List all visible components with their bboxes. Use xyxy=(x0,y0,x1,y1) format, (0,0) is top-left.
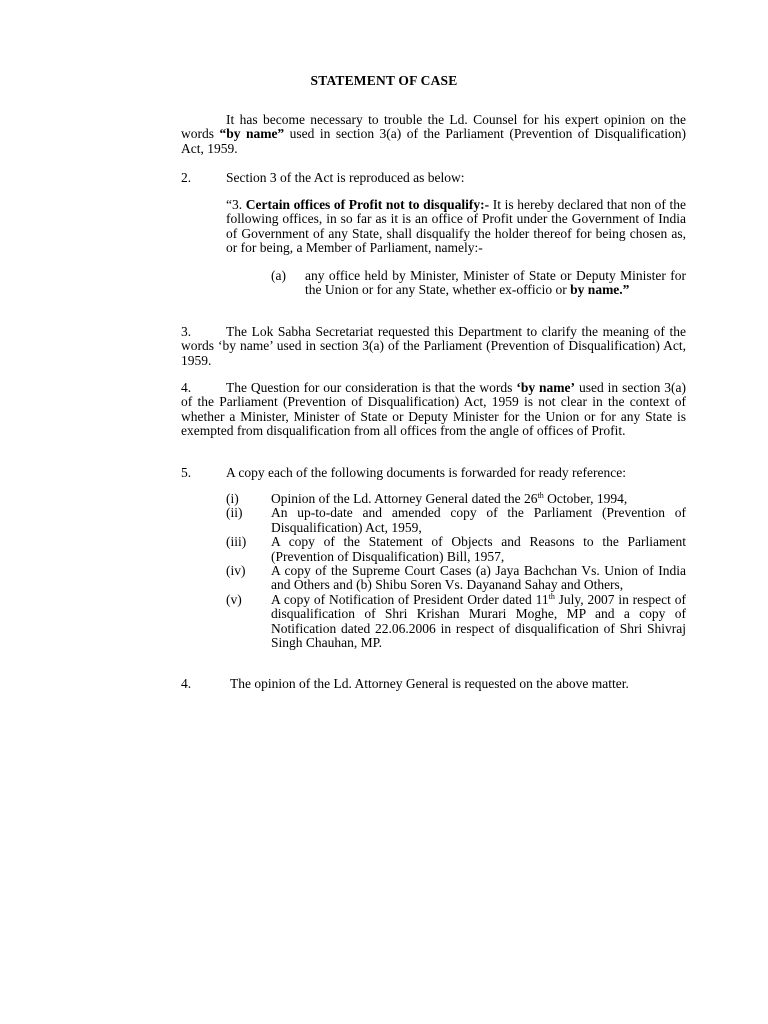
list-item xyxy=(226,593,686,651)
paragraph-4-bold-phrase: ‘by name’ xyxy=(516,380,576,395)
list-item-text-after: July, 2007 in respect of disqualification of Shri Krishan Murari Moghe, MP and a copy of Notification dated 22.06.2006 in respect of disqualification of Shri Shivraj Singh Chauhan, MP. xyxy=(271,591,686,651)
list-item-text-before: A copy of the Supreme Court Cases (a) Jaya Bachchan Vs. Union of India and Others and (b) Shibu Soren Vs. Dayanand Sahay and Others, xyxy=(271,563,686,593)
closing-paragraph-number: 4. xyxy=(181,676,192,691)
list-item xyxy=(226,564,686,593)
paragraph-4 xyxy=(181,381,686,439)
list-item-text-after: October, 1994, xyxy=(543,491,628,506)
clause-a-text: any office held by Minister, Minister of State or Deputy Minister for the Union or for any State, whether ex-officio or xyxy=(305,268,686,298)
list-item-text-before: A copy of the Statement of Objects and Reasons to the Parliament (Prevention of Disqualification) Bill, 1957, xyxy=(271,534,686,564)
paragraph-2-text: Section 3 of the Act is reproduced as below: xyxy=(226,170,465,185)
list-item-label: (ii) xyxy=(226,505,243,521)
document-title: STATEMENT OF CASE xyxy=(310,73,458,88)
clause-a-label: (a) xyxy=(271,268,286,283)
paragraph-2-number: 2. xyxy=(181,170,192,185)
list-item-label: (iii) xyxy=(226,534,247,550)
quote-heading: Certain offices of Profit not to disqualify:- xyxy=(245,197,490,212)
list-item-label: (v) xyxy=(226,591,242,607)
paragraph-3-text: The Lok Sabha Secretariat requested this Department to clarify the meaning of the words ‘by name’ used in section 3(a) of the Parliament (Prevention of Disqualification) Act, 1959. xyxy=(181,324,686,368)
paragraph-4-text-1: The Question for our consideration is that the words xyxy=(226,380,517,395)
paragraph-4-text-2: used in section 3(a) of the Parliament (Prevention of Disqualification) Act, 1959 is not clear in the context of whether a Minister, Minister of State or Deputy Minister for the Union or for any State is exempted from disqualification from all offices from the angle of offices of Profit. xyxy=(181,380,687,439)
list-item-text-before: Opinion of the Ld. Attorney General dated the 26 xyxy=(271,491,538,506)
list-item xyxy=(226,506,686,535)
clause-a-body xyxy=(305,269,686,298)
list-item-text xyxy=(271,564,686,593)
list-item-text-before: An up-to-date and amended copy of the Parliament (Prevention of Disqualification) Act, 1959, xyxy=(271,505,686,535)
paragraph-3 xyxy=(181,325,686,368)
section-quote xyxy=(226,198,686,256)
intro-text-1: It has become necessary to trouble the Ld. Counsel for his expert opinion on the words xyxy=(181,112,686,142)
list-item xyxy=(226,535,686,564)
list-item-text xyxy=(271,535,686,564)
intro-paragraph xyxy=(181,113,686,156)
list-item-sup: th xyxy=(537,491,544,500)
closing-paragraph xyxy=(181,677,686,691)
closing-paragraph-text: The opinion of the Ld. Attorney General is requested on the above matter. xyxy=(230,676,629,691)
quote-clause-a xyxy=(271,269,686,298)
paragraph-3-number: 3. xyxy=(181,324,192,339)
list-item-label: (i) xyxy=(226,491,239,506)
paragraph-5-text: A copy each of the following documents is forwarded for ready reference: xyxy=(226,465,626,480)
paragraph-2 xyxy=(181,171,686,185)
intro-text-2: used in section 3(a) of the Parliament (Prevention of Disqualification) Act, 1959. xyxy=(181,126,686,156)
documents-list xyxy=(226,492,686,650)
list-item-text xyxy=(271,492,686,506)
list-item-text-before: A copy of Notification of President Order dated 11 xyxy=(271,591,549,607)
list-item-text xyxy=(271,506,686,535)
clause-a-bold: by name.” xyxy=(570,282,630,298)
list-item-sup: th xyxy=(548,591,555,601)
quote-open: “3. xyxy=(226,197,246,212)
intro-bold-phrase: “by name” xyxy=(219,126,285,142)
paragraph-5-number: 5. xyxy=(181,465,192,480)
list-item-label: (iv) xyxy=(226,563,246,579)
quote-text: It is hereby declared that non of the following offices, in so far as it is an office of Profit under the Government of India of Government of any State, shall disqualify the holder thereof for being chosen as, or for being, a Member of Parliament, namely:- xyxy=(226,197,686,256)
paragraph-5 xyxy=(181,466,686,480)
list-item-text xyxy=(271,593,686,651)
paragraph-4-number: 4. xyxy=(181,380,192,395)
list-item xyxy=(226,492,686,506)
